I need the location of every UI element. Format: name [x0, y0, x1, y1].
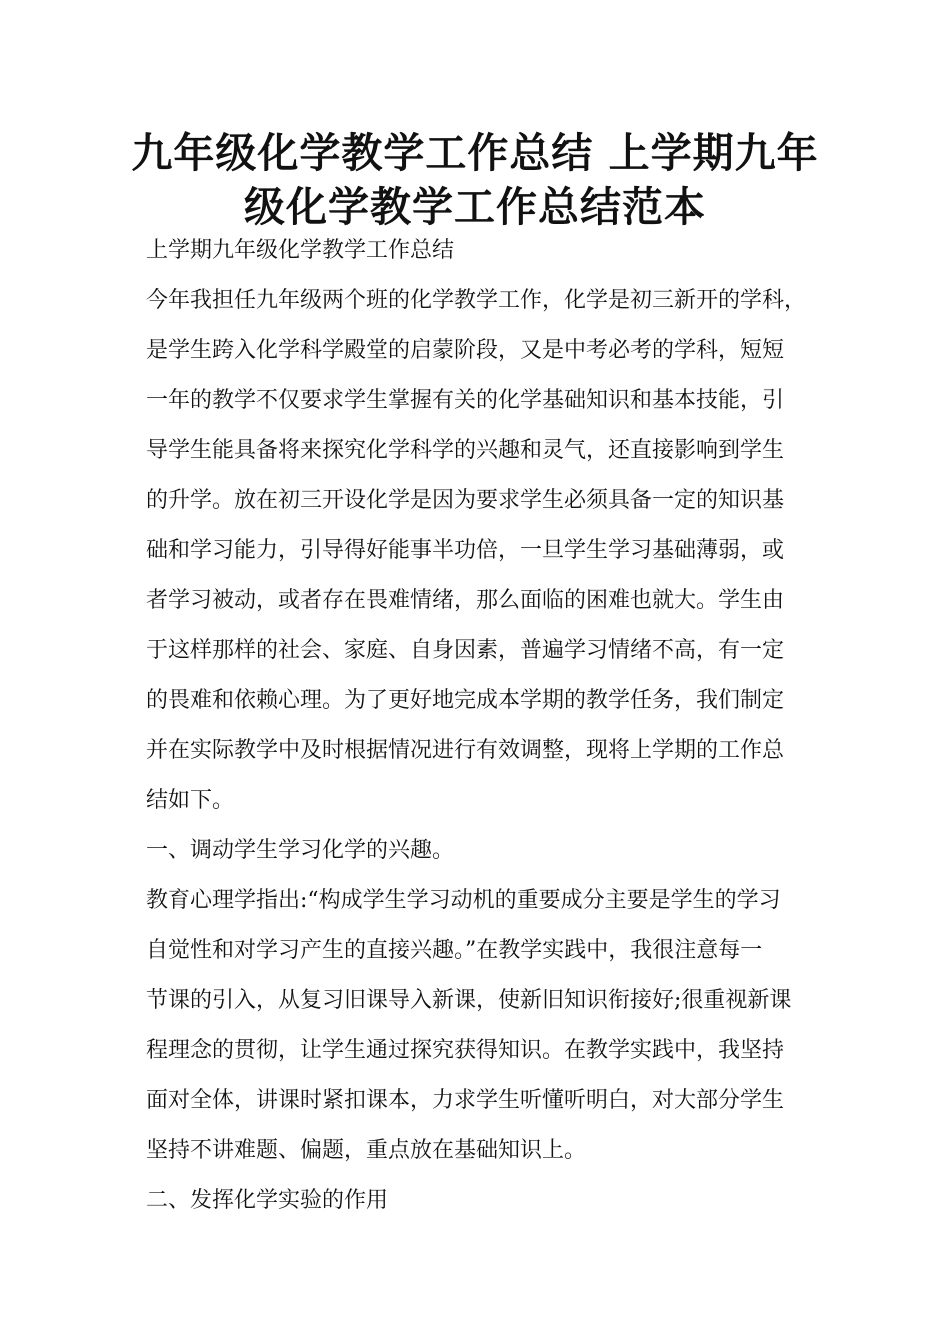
paragraph-line: 是学生跨入化学科学殿堂的启蒙阶段，又是中考必考的学科，短短 [146, 338, 785, 363]
section-heading-2: 二、发挥化学实验的作用 [146, 1188, 389, 1213]
paragraph-line: 自觉性和对学习产生的直接兴趣。”在教学实践中，我很注意每一 [146, 938, 763, 963]
paragraph-line: 者学习被动，或者存在畏难情绪，那么面临的困难也就大。学生由 [146, 588, 785, 613]
paragraph-line: 面对全体，讲课时紧扣课本，力求学生听懂听明白，对大部分学生 [146, 1088, 785, 1113]
document-title-line-2: 级化学教学工作总结范本 [244, 183, 706, 231]
paragraph-line: 并在实际教学中及时根据情况进行有效调整，现将上学期的工作总 [146, 738, 785, 763]
paragraph-line: 一年的教学不仅要求学生掌握有关的化学基础知识和基本技能，引 [146, 388, 785, 413]
paragraph-line: 今年我担任九年级两个班的化学教学工作，化学是初三新开的学科， [146, 288, 807, 313]
paragraph-line: 坚持不讲难题、偏题，重点放在基础知识上。 [146, 1138, 587, 1163]
paragraph-line: 程理念的贯彻，让学生通过探究获得知识。在教学实践中，我坚持 [146, 1038, 785, 1063]
paragraph-line: 的畏难和依赖心理。为了更好地完成本学期的教学任务，我们制定 [146, 688, 785, 713]
section-heading-1: 一、调动学生学习化学的兴趣。 [146, 838, 455, 863]
paragraph-line: 教育心理学指出:“构成学生学习动机的重要成分主要是学生的学习 [146, 888, 781, 913]
paragraph-line: 结如下。 [146, 788, 235, 813]
paragraph-line: 于这样那样的社会、家庭、自身因素，普遍学习情绪不高，有一定 [146, 638, 785, 663]
paragraph-line: 的升学。放在初三开设化学是因为要求学生必须具备一定的知识基 [146, 488, 785, 513]
paragraph-line: 节课的引入，从复习旧课导入新课，使新旧知识衔接好;很重视新课 [146, 988, 792, 1013]
subtitle-line: 上学期九年级化学教学工作总结 [146, 238, 455, 263]
document-title-line-1: 九年级化学教学工作总结 上学期九年 [131, 129, 819, 177]
paragraph-line: 导学生能具备将来探究化学科学的兴趣和灵气，还直接影响到学生 [146, 438, 785, 463]
paragraph-line: 础和学习能力，引导得好能事半功倍，一旦学生学习基础薄弱，或 [146, 538, 785, 563]
